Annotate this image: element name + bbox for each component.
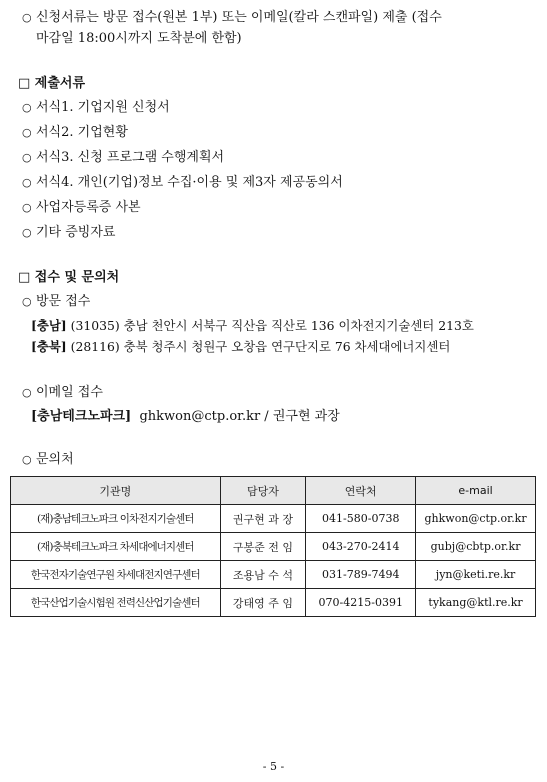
document-item: ○ 서식3. 신청 프로그램 수행계획서 — [22, 150, 225, 165]
cell-org: 한국전자기술연구원 차세대전지연구센터 — [11, 561, 221, 589]
document-item: ○ 서식4. 개인(기업)정보 수집·이용 및 제3자 제공동의서 — [22, 175, 343, 190]
reception-heading: □ 접수 및 문의처 — [18, 270, 120, 285]
document-item: ○ 기타 증빙자료 — [22, 225, 116, 240]
cell-phone: 070-4215-0391 — [306, 589, 416, 617]
circle-bullet-icon: ○ — [22, 295, 32, 308]
table-header-row — [11, 477, 536, 505]
cell-person: 조용남 수 석 — [220, 561, 306, 589]
cell-org: 한국산업기술시험원 전력신산업기술센터 — [11, 589, 221, 617]
cell-email[interactable]: jyn@keti.re.kr — [416, 561, 536, 589]
cell-person: 강태영 주 임 — [220, 589, 306, 617]
cell-phone: 041-580-0738 — [306, 505, 416, 533]
header-person: 담당자 — [220, 477, 306, 505]
intro-line-1: ○ 신청서류는 방문 접수(원본 1부) 또는 이메일(칼라 스캔파일) 제출 (접수 — [22, 10, 442, 25]
circle-bullet-icon: ○ — [22, 101, 32, 114]
visit-label: ○ 방문 접수 — [22, 294, 91, 309]
circle-bullet-icon: ○ — [22, 453, 32, 466]
circle-bullet-icon: ○ — [22, 151, 32, 164]
document-item: ○ 사업자등록증 사본 — [22, 200, 141, 215]
visit-address-chungnam: [충남] (31035) 충남 천안시 서북구 직산읍 직산로 136 이차전지기술센터 213호 — [31, 318, 474, 333]
table-row — [11, 533, 536, 561]
header-org: 기관명 — [11, 477, 221, 505]
table-row — [11, 505, 536, 533]
document-item: ○ 서식1. 기업지원 신청서 — [22, 100, 170, 115]
table-row — [11, 561, 536, 589]
email-contact-line: [충남테크노파크] ghkwon@ctp.or.kr / 권구현 과장 — [31, 409, 340, 424]
cell-phone: 031-789-7494 — [306, 561, 416, 589]
circle-bullet-icon: ○ — [22, 201, 32, 214]
cell-phone: 043-270-2414 — [306, 533, 416, 561]
document-item: ○ 서식2. 기업현황 — [22, 125, 128, 140]
cell-email[interactable]: tykang@ktl.re.kr — [416, 589, 536, 617]
header-email: e-mail — [416, 477, 536, 505]
documents-heading: □ 제출서류 — [18, 76, 86, 91]
contact-label: ○ 문의처 — [22, 452, 74, 467]
circle-bullet-icon: ○ — [22, 176, 32, 189]
circle-bullet-icon: ○ — [22, 126, 32, 139]
intro-line-2: 마감일 18:00시까지 도착분에 한함) — [36, 31, 242, 46]
page-number: - 5 - — [262, 760, 285, 773]
cell-person: 권구현 과 장 — [220, 505, 306, 533]
cell-org: (재)충북테크노파크 차세대에너지센터 — [11, 533, 221, 561]
visit-address-chungbuk: [충북] (28116) 충북 청주시 청원구 오창읍 연구단지로 76 차세대에너지센터 — [31, 339, 451, 354]
circle-bullet-icon: ○ — [22, 386, 32, 399]
circle-bullet-icon: ○ — [22, 226, 32, 239]
header-phone: 연락처 — [306, 477, 416, 505]
cell-email[interactable]: gubj@cbtp.or.kr — [416, 533, 536, 561]
email-label: ○ 이메일 접수 — [22, 385, 103, 400]
circle-bullet-icon: ○ — [22, 11, 32, 24]
cell-person: 구봉준 전 임 — [220, 533, 306, 561]
cell-org: (재)충남테크노파크 이차전지기술센터 — [11, 505, 221, 533]
cell-email[interactable]: ghkwon@ctp.or.kr — [416, 505, 536, 533]
table-row — [11, 589, 536, 617]
contacts-table — [10, 476, 536, 617]
